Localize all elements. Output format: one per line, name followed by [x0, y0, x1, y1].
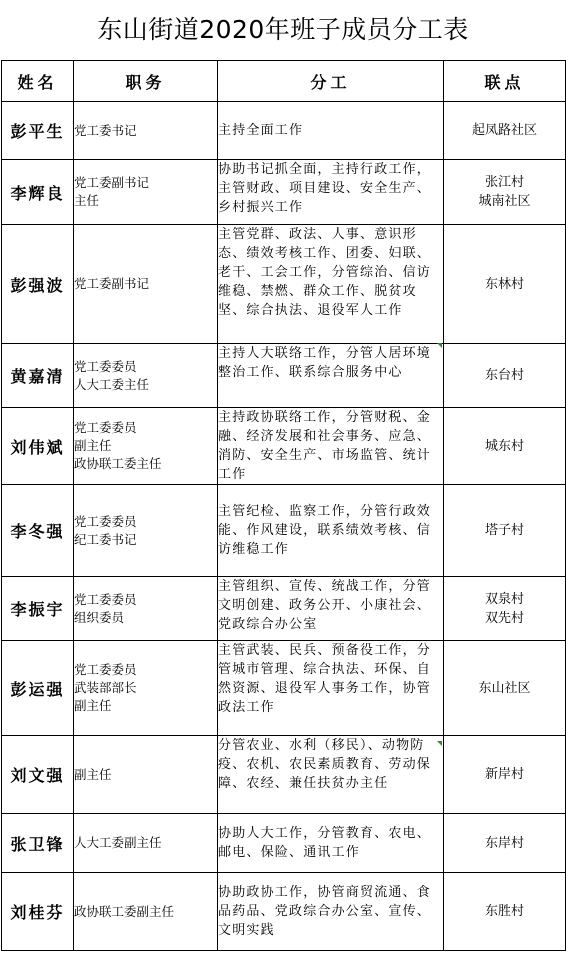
- table-row: [2, 873, 566, 951]
- member-name: 张卫锋: [2, 814, 74, 873]
- table-row: [2, 225, 566, 344]
- member-contact: [444, 225, 566, 344]
- assignment-table: [1, 60, 566, 951]
- member-duty: 主持人大联络工作，分管人居环境整治工作、联系综合服务中心: [218, 344, 444, 408]
- role-line: 党工委副书记: [74, 175, 150, 190]
- member-contact: [444, 160, 566, 225]
- member-duty: 主持全面工作: [218, 102, 444, 160]
- table-row: [2, 736, 566, 814]
- role-line: 副主任: [74, 766, 112, 782]
- role-line: 党工委委员: [74, 591, 137, 607]
- member-roles: [74, 814, 218, 873]
- table-row: [2, 160, 566, 225]
- member-roles: [74, 160, 218, 225]
- member-name: 李振宇: [2, 577, 74, 641]
- member-roles: [74, 577, 218, 641]
- contact-line: 双先村: [484, 610, 524, 626]
- cell-comment-marker: [437, 741, 442, 746]
- member-duty: 协助书记抓全面，主持行政工作，主管财政、项目建设、安全生产、乡村振兴工作: [218, 160, 444, 225]
- member-name: 彭运强: [2, 641, 74, 736]
- role-line: 副主任: [74, 438, 112, 453]
- member-name: 彭强波: [2, 225, 74, 344]
- member-name: 李辉良: [2, 160, 74, 225]
- member-contact: [444, 102, 566, 160]
- member-duty: 主管组织、宣传、统战工作，分管文明创建、政务公开、小康社会、党政综合办公室: [218, 577, 444, 641]
- member-contact: [444, 344, 566, 408]
- role-line: 主任: [74, 193, 100, 208]
- cell-comment-marker: [437, 343, 442, 348]
- member-name: 彭平生: [2, 102, 74, 160]
- member-duty: 协助人大工作，分管教育、农电、邮电、保险、通讯工作: [218, 814, 444, 873]
- member-duty: 分管农业、水利（移民）、动物防疫、农机、农民素质教育、劳动保障、农经、兼任扶贫办主任: [218, 736, 444, 814]
- contact-line: 新岸村: [484, 767, 524, 782]
- header-name: 姓名: [2, 61, 74, 102]
- table-row: [2, 102, 566, 160]
- contact-line: 东林村: [484, 276, 524, 292]
- role-line: 党工委委员: [74, 358, 137, 374]
- member-roles: [74, 344, 218, 408]
- table-row: [2, 814, 566, 873]
- role-line: 政协联工委主任: [74, 456, 162, 471]
- member-roles: [74, 641, 218, 736]
- contact-line: 起凤路社区: [471, 123, 537, 138]
- role-line: 副主任: [74, 698, 112, 713]
- member-duty: 主管武装、民兵、预备役工作，分管城市管理、综合执法、环保、自然资源、退役军人事务工作，协管政法工作: [218, 641, 444, 736]
- member-name: 刘文强: [2, 736, 74, 814]
- contact-line: 东岸村: [484, 835, 524, 851]
- member-contact: [444, 814, 566, 873]
- table-row: [2, 408, 566, 485]
- role-line: 党工委委员: [74, 662, 137, 677]
- member-duty: 协助政协工作，协管商贸流通、食品药品、党政综合办公室、宣传、文明实践: [218, 873, 444, 951]
- member-contact: [444, 485, 566, 577]
- member-name: 黄嘉清: [2, 344, 74, 408]
- table-row: [2, 485, 566, 577]
- member-roles: [74, 485, 218, 577]
- member-duty: 主管党群、政法、人事、意识形态、绩效考核工作、团委、妇联、老干、工会工作，分管综治、信访维稳、禁燃、群众工作、脱贫攻坚、综合执法、退役军人工作: [218, 225, 444, 344]
- role-line: 党工委委员: [74, 420, 137, 435]
- role-line: 纪工委书记: [74, 531, 137, 547]
- contact-line: 东山社区: [478, 680, 531, 696]
- member-duty: 主持政协联络工作，分管财税、金融、经济发展和社会事务、应急、消防、安全生产、市场监管、统计工作: [218, 408, 444, 485]
- role-line: 武装部部长: [74, 680, 137, 695]
- role-line: 组织委员: [74, 609, 125, 625]
- contact-line: 塔子村: [484, 523, 524, 538]
- member-roles: [74, 102, 218, 160]
- member-name: 李冬强: [2, 485, 74, 577]
- member-contact: [444, 873, 566, 951]
- role-line: 党工委书记: [74, 122, 137, 138]
- header-role: 职务: [74, 61, 218, 102]
- member-duty: 主管纪检、监察工作，分管行政效能、作风建设，联系绩效考核、信访维稳工作: [218, 485, 444, 577]
- role-line: 人大工委主任: [74, 376, 150, 392]
- member-name: 刘伟斌: [2, 408, 74, 485]
- header-duty: 分工: [218, 61, 444, 102]
- contact-line: 城东村: [484, 438, 524, 454]
- table-header-row: [2, 61, 566, 102]
- table-row: [2, 641, 566, 736]
- header-contact: 联点: [444, 61, 566, 102]
- role-line: 人大工委副主任: [74, 835, 162, 850]
- member-roles: [74, 408, 218, 485]
- contact-line: 双泉村: [484, 591, 524, 607]
- page-title: 东山街道2020年班子成员分工表: [97, 15, 469, 44]
- role-line: 党工委副书记: [74, 276, 150, 291]
- member-name: 刘桂芬: [2, 873, 74, 951]
- table-row: [2, 577, 566, 641]
- role-line: 党工委委员: [74, 513, 137, 529]
- member-contact: [444, 736, 566, 814]
- member-roles: [74, 873, 218, 951]
- member-roles: [74, 736, 218, 814]
- member-roles: [74, 225, 218, 344]
- role-line: 政协联工委副主任: [74, 903, 175, 919]
- member-contact: [444, 577, 566, 641]
- contact-line: 城南社区: [478, 194, 531, 209]
- contact-line: 东胜村: [484, 904, 524, 919]
- contact-line: 张江村: [484, 175, 524, 190]
- member-contact: [444, 408, 566, 485]
- member-contact: [444, 641, 566, 736]
- table-row: [2, 344, 566, 408]
- contact-line: 东台村: [484, 368, 524, 383]
